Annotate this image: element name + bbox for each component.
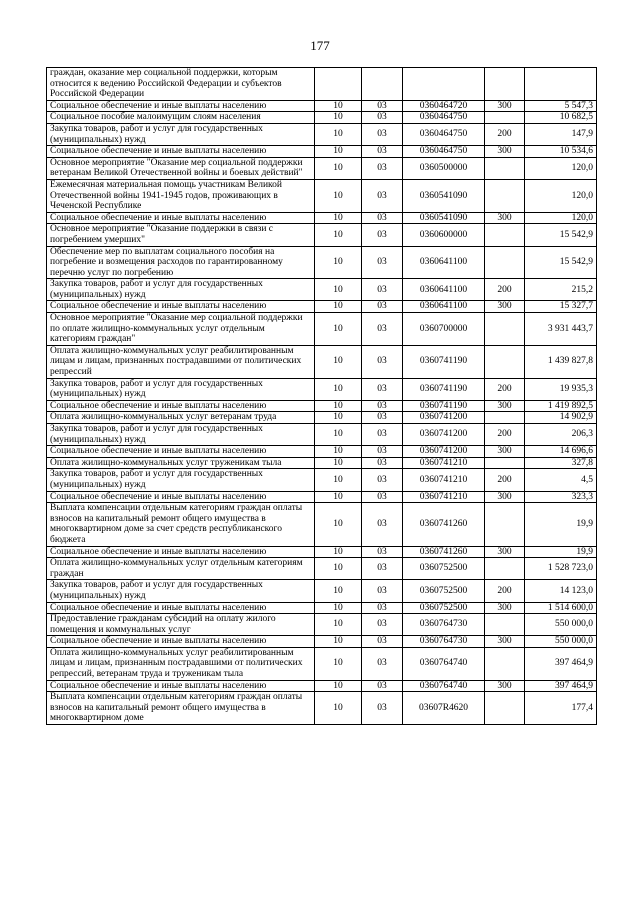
cell-target-code: 0360741200 <box>403 412 485 424</box>
cell-subsection: 03 <box>362 614 403 636</box>
cell-subsection: 03 <box>362 446 403 458</box>
cell-expense-type: 200 <box>485 123 525 145</box>
cell-section: 10 <box>315 301 362 313</box>
cell-expense-type: 200 <box>485 279 525 301</box>
cell-section: 10 <box>315 279 362 301</box>
cell-target-code: 03607R4620 <box>403 692 485 725</box>
cell-name: Социальное обеспечение и иные выплаты населению <box>47 491 315 503</box>
cell-amount: 14 902,9 <box>525 412 597 424</box>
cell-subsection: 03 <box>362 301 403 313</box>
cell-section: 10 <box>315 123 362 145</box>
cell-subsection: 03 <box>362 212 403 224</box>
cell-subsection: 03 <box>362 680 403 692</box>
table-row <box>47 301 597 313</box>
cell-name: Социальное обеспечение и иные выплаты населению <box>47 602 315 614</box>
cell-subsection: 03 <box>362 146 403 158</box>
cell-section: 10 <box>315 446 362 458</box>
cell-section: 10 <box>315 580 362 602</box>
cell-expense-type: 200 <box>485 469 525 491</box>
cell-section: 10 <box>315 546 362 558</box>
cell-name: Социальное обеспечение и иные выплаты населению <box>47 636 315 648</box>
cell-name: Оплата жилищно-коммунальных услуг реабилитированным лицам и лицам, признанных пострадавшими от политических репрессий <box>47 345 315 378</box>
table-row <box>47 313 597 346</box>
table-row <box>47 345 597 378</box>
cell-target-code: 0360464720 <box>403 100 485 112</box>
cell-name: Предоставление гражданам субсидий на оплату жилого помещения и коммунальных услуг <box>47 614 315 636</box>
cell-section: 10 <box>315 457 362 469</box>
cell-target-code: 0360764740 <box>403 680 485 692</box>
cell-amount: 550 000,0 <box>525 636 597 648</box>
table-row <box>47 503 597 546</box>
cell-amount: 120,0 <box>525 212 597 224</box>
cell-section: 10 <box>315 614 362 636</box>
cell-name: Социальное пособие малоимущим слоям населения <box>47 112 315 124</box>
budget-table-body <box>47 68 597 725</box>
cell-section: 10 <box>315 100 362 112</box>
cell-target-code: 0360752500 <box>403 558 485 580</box>
cell-amount: 1 514 600,0 <box>525 602 597 614</box>
cell-section: 10 <box>315 647 362 680</box>
cell-name: Социальное обеспечение и иные выплаты населению <box>47 400 315 412</box>
cell-expense-type: 300 <box>485 491 525 503</box>
table-row <box>47 636 597 648</box>
cell-target-code: 0360600000 <box>403 224 485 246</box>
cell-expense-type: 300 <box>485 546 525 558</box>
cell-amount: 19 935,3 <box>525 378 597 400</box>
cell-subsection: 03 <box>362 546 403 558</box>
cell-expense-type: 300 <box>485 680 525 692</box>
cell-target-code: 0360741210 <box>403 469 485 491</box>
table-row <box>47 224 597 246</box>
cell-name: Социальное обеспечение и иные выплаты населению <box>47 446 315 458</box>
cell-subsection: 03 <box>362 123 403 145</box>
cell-amount: 1 439 827,8 <box>525 345 597 378</box>
cell-name: Выплата компенсации отдельным категориям граждан оплаты взносов на капитальный ремонт общего имущества в многоквартирном доме <box>47 692 315 725</box>
cell-expense-type <box>485 157 525 179</box>
cell-target-code: 0360500000 <box>403 157 485 179</box>
cell-target-code <box>403 68 485 101</box>
cell-expense-type <box>485 313 525 346</box>
cell-name: Закупка товаров, работ и услуг для государственных (муниципальных) нужд <box>47 378 315 400</box>
cell-target-code: 0360752500 <box>403 580 485 602</box>
cell-subsection: 03 <box>362 246 403 279</box>
cell-target-code: 0360464750 <box>403 146 485 158</box>
table-row <box>47 602 597 614</box>
budget-table <box>46 67 597 725</box>
table-row <box>47 647 597 680</box>
cell-amount: 397 464,9 <box>525 680 597 692</box>
cell-target-code: 0360741190 <box>403 378 485 400</box>
cell-amount: 1 419 892,5 <box>525 400 597 412</box>
cell-amount: 120,0 <box>525 157 597 179</box>
cell-name: Социальное обеспечение и иные выплаты населению <box>47 212 315 224</box>
cell-subsection: 03 <box>362 279 403 301</box>
cell-subsection: 03 <box>362 157 403 179</box>
cell-subsection: 03 <box>362 412 403 424</box>
cell-target-code: 0360764730 <box>403 614 485 636</box>
table-row <box>47 157 597 179</box>
cell-amount: 14 696,6 <box>525 446 597 458</box>
cell-section: 10 <box>315 313 362 346</box>
cell-name: Основное мероприятие "Оказание поддержки в связи с погребением умерших" <box>47 224 315 246</box>
cell-amount: 5 547,3 <box>525 100 597 112</box>
cell-expense-type <box>485 179 525 212</box>
cell-target-code: 0360741190 <box>403 345 485 378</box>
cell-subsection: 03 <box>362 112 403 124</box>
cell-amount: 15 327,7 <box>525 301 597 313</box>
cell-name: Закупка товаров, работ и услуг для государственных (муниципальных) нужд <box>47 580 315 602</box>
cell-target-code: 0360464750 <box>403 112 485 124</box>
cell-subsection: 03 <box>362 580 403 602</box>
cell-section <box>315 68 362 101</box>
cell-amount: 15 542,9 <box>525 246 597 279</box>
cell-subsection: 03 <box>362 647 403 680</box>
cell-subsection: 03 <box>362 558 403 580</box>
table-row <box>47 378 597 400</box>
table-row <box>47 112 597 124</box>
cell-section: 10 <box>315 146 362 158</box>
cell-target-code: 0360764730 <box>403 636 485 648</box>
table-row <box>47 469 597 491</box>
cell-name: Социальное обеспечение и иные выплаты населению <box>47 546 315 558</box>
cell-amount: 3 931 443,7 <box>525 313 597 346</box>
cell-subsection: 03 <box>362 224 403 246</box>
cell-expense-type: 300 <box>485 212 525 224</box>
cell-name: Социальное обеспечение и иные выплаты населению <box>47 680 315 692</box>
cell-section: 10 <box>315 558 362 580</box>
table-row <box>47 446 597 458</box>
table-row <box>47 100 597 112</box>
cell-target-code: 0360741200 <box>403 446 485 458</box>
cell-target-code: 0360741260 <box>403 546 485 558</box>
cell-amount: 215,2 <box>525 279 597 301</box>
cell-amount: 327,8 <box>525 457 597 469</box>
table-row <box>47 614 597 636</box>
table-row <box>47 457 597 469</box>
cell-subsection: 03 <box>362 345 403 378</box>
table-row <box>47 580 597 602</box>
table-row <box>47 246 597 279</box>
cell-subsection: 03 <box>362 100 403 112</box>
cell-section: 10 <box>315 345 362 378</box>
page-number: 177 <box>310 38 330 53</box>
cell-target-code: 0360752500 <box>403 602 485 614</box>
cell-subsection: 03 <box>362 378 403 400</box>
cell-target-code: 0360741210 <box>403 457 485 469</box>
cell-subsection: 03 <box>362 424 403 446</box>
cell-subsection: 03 <box>362 602 403 614</box>
cell-subsection <box>362 68 403 101</box>
table-row <box>47 546 597 558</box>
cell-amount: 4,5 <box>525 469 597 491</box>
table-row <box>47 68 597 101</box>
cell-target-code: 0360641100 <box>403 279 485 301</box>
cell-amount: 323,3 <box>525 491 597 503</box>
cell-name: Социальное обеспечение и иные выплаты населению <box>47 100 315 112</box>
cell-amount: 19,9 <box>525 503 597 546</box>
cell-section: 10 <box>315 680 362 692</box>
cell-name: Закупка товаров, работ и услуг для государственных (муниципальных) нужд <box>47 279 315 301</box>
cell-section: 10 <box>315 491 362 503</box>
cell-target-code: 0360764740 <box>403 647 485 680</box>
cell-amount: 177,4 <box>525 692 597 725</box>
cell-amount: 147,9 <box>525 123 597 145</box>
cell-expense-type: 300 <box>485 100 525 112</box>
cell-target-code: 0360641100 <box>403 301 485 313</box>
cell-name: Закупка товаров, работ и услуг для государственных (муниципальных) нужд <box>47 123 315 145</box>
cell-expense-type <box>485 224 525 246</box>
cell-name: Обеспечение мер по выплатам социального пособия на погребение и возмещения расходов по гарантированному перечню услуг по погребению <box>47 246 315 279</box>
cell-name: Оплата жилищно-коммунальных услуг реабилитированным лицам и лицам, признанным пострадавшими от политических репрессий, ветеранам труда и труженикам тыла <box>47 647 315 680</box>
cell-name: Основное мероприятие "Оказание мер социальной поддержки по оплате жилищно-коммунальных услуг отдельным категориям граждан" <box>47 313 315 346</box>
cell-name: Оплата жилищно-коммунальных услуг ветеранам труда <box>47 412 315 424</box>
cell-subsection: 03 <box>362 692 403 725</box>
cell-target-code: 0360700000 <box>403 313 485 346</box>
cell-name: Закупка товаров, работ и услуг для государственных (муниципальных) нужд <box>47 424 315 446</box>
cell-expense-type <box>485 647 525 680</box>
cell-expense-type: 200 <box>485 378 525 400</box>
cell-target-code: 0360541090 <box>403 179 485 212</box>
cell-subsection: 03 <box>362 503 403 546</box>
table-row <box>47 146 597 158</box>
cell-name: Выплата компенсации отдельным категориям граждан оплаты взносов на капитальный ремонт общего имущества в многоквартирном доме за счет средств республиканского бюджета <box>47 503 315 546</box>
cell-subsection: 03 <box>362 313 403 346</box>
cell-amount: 10 534,6 <box>525 146 597 158</box>
cell-subsection: 03 <box>362 491 403 503</box>
cell-name: граждан, оказание мер социальной поддержки, которым относится к ведению Российской Федерации и субъектов Российской Федерации <box>47 68 315 101</box>
cell-section: 10 <box>315 246 362 279</box>
cell-expense-type <box>485 692 525 725</box>
cell-expense-type <box>485 614 525 636</box>
cell-section: 10 <box>315 636 362 648</box>
cell-amount: 397 464,9 <box>525 647 597 680</box>
cell-expense-type: 200 <box>485 424 525 446</box>
cell-section: 10 <box>315 179 362 212</box>
cell-expense-type: 300 <box>485 301 525 313</box>
cell-subsection: 03 <box>362 636 403 648</box>
cell-expense-type: 300 <box>485 400 525 412</box>
cell-expense-type <box>485 558 525 580</box>
cell-name: Оплата жилищно-коммунальных услуг труженикам тыла <box>47 457 315 469</box>
table-row <box>47 279 597 301</box>
cell-section: 10 <box>315 503 362 546</box>
cell-expense-type <box>485 412 525 424</box>
cell-expense-type: 300 <box>485 146 525 158</box>
cell-section: 10 <box>315 400 362 412</box>
cell-section: 10 <box>315 424 362 446</box>
cell-amount: 1 528 723,0 <box>525 558 597 580</box>
cell-name: Социальное обеспечение и иные выплаты населению <box>47 301 315 313</box>
cell-target-code: 0360741200 <box>403 424 485 446</box>
cell-expense-type: 300 <box>485 636 525 648</box>
cell-section: 10 <box>315 412 362 424</box>
cell-subsection: 03 <box>362 457 403 469</box>
cell-section: 10 <box>315 112 362 124</box>
cell-amount: 19,9 <box>525 546 597 558</box>
table-row <box>47 400 597 412</box>
cell-subsection: 03 <box>362 469 403 491</box>
cell-amount: 206,3 <box>525 424 597 446</box>
table-row <box>47 680 597 692</box>
cell-target-code: 0360641100 <box>403 246 485 279</box>
cell-expense-type <box>485 112 525 124</box>
table-row <box>47 424 597 446</box>
cell-expense-type: 300 <box>485 446 525 458</box>
table-row <box>47 123 597 145</box>
cell-subsection: 03 <box>362 179 403 212</box>
cell-amount: 10 682,5 <box>525 112 597 124</box>
cell-name: Социальное обеспечение и иные выплаты населению <box>47 146 315 158</box>
cell-section: 10 <box>315 378 362 400</box>
cell-section: 10 <box>315 692 362 725</box>
cell-target-code: 0360541090 <box>403 212 485 224</box>
table-row <box>47 179 597 212</box>
cell-name: Ежемесячная материальная помощь участникам Великой Отечественной войны 1941-1945 годов, проживающих в Чеченской Республике <box>47 179 315 212</box>
cell-expense-type <box>485 503 525 546</box>
cell-section: 10 <box>315 212 362 224</box>
cell-name: Оплата жилищно-коммунальных услуг отдельным категориям граждан <box>47 558 315 580</box>
cell-amount: 120,0 <box>525 179 597 212</box>
table-row <box>47 692 597 725</box>
cell-expense-type <box>485 457 525 469</box>
cell-target-code: 0360741190 <box>403 400 485 412</box>
cell-amount: 14 123,0 <box>525 580 597 602</box>
cell-expense-type: 300 <box>485 602 525 614</box>
cell-target-code: 0360464750 <box>403 123 485 145</box>
table-row <box>47 558 597 580</box>
cell-expense-type <box>485 345 525 378</box>
cell-amount: 550 000,0 <box>525 614 597 636</box>
cell-target-code: 0360741260 <box>403 503 485 546</box>
cell-name: Закупка товаров, работ и услуг для государственных (муниципальных) нужд <box>47 469 315 491</box>
cell-expense-type <box>485 68 525 101</box>
cell-section: 10 <box>315 469 362 491</box>
cell-expense-type: 200 <box>485 580 525 602</box>
cell-target-code: 0360741210 <box>403 491 485 503</box>
cell-section: 10 <box>315 602 362 614</box>
table-row <box>47 491 597 503</box>
table-row <box>47 212 597 224</box>
cell-amount <box>525 68 597 101</box>
cell-name: Основное мероприятие "Оказание мер социальной поддержки ветеранам Великой Отечественной войны и боевых действий" <box>47 157 315 179</box>
cell-subsection: 03 <box>362 400 403 412</box>
table-row <box>47 412 597 424</box>
cell-expense-type <box>485 246 525 279</box>
cell-amount: 15 542,9 <box>525 224 597 246</box>
cell-section: 10 <box>315 157 362 179</box>
cell-section: 10 <box>315 224 362 246</box>
